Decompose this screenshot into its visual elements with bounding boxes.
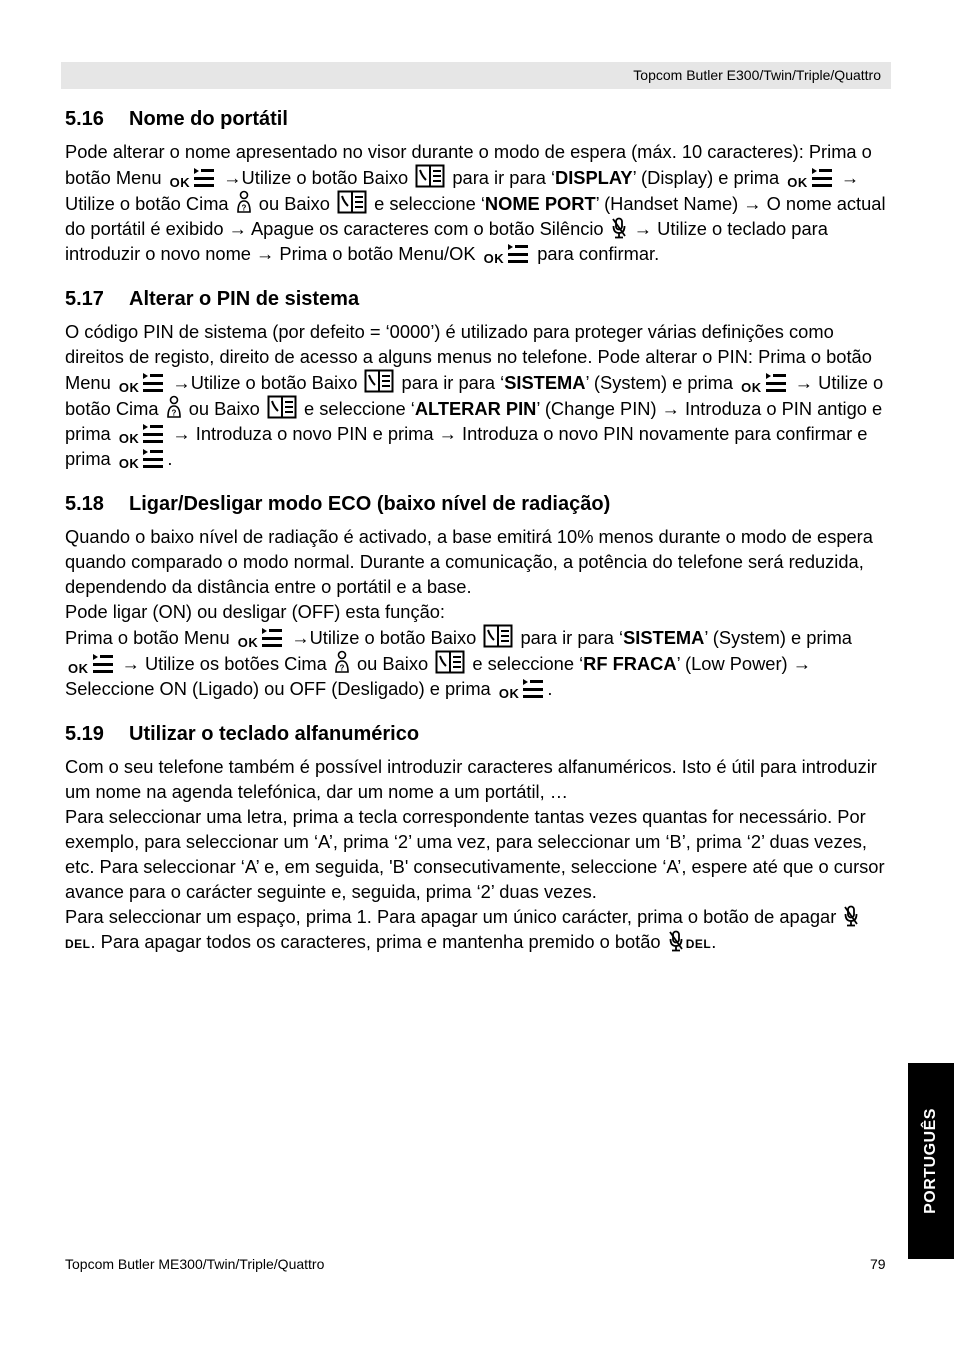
- phonebook-icon: [364, 369, 394, 393]
- phonebook-icon: [435, 650, 465, 674]
- body-text: ou Baixo: [357, 653, 429, 674]
- section-title: Utilizar o teclado alfanumérico: [129, 723, 420, 745]
- mute-del-icon: DEL: [65, 906, 861, 952]
- body-text: e seleccione ‘: [472, 653, 584, 674]
- phonebook-icon: [483, 624, 513, 648]
- ok-menu-icon: OK: [741, 372, 787, 394]
- menu-keyword: NOME PORT: [484, 193, 596, 214]
- section-number: 5.19: [65, 723, 104, 745]
- body-text: → Utilize os botões Cima: [121, 653, 327, 674]
- body-text: e seleccione ‘: [374, 193, 485, 214]
- ok-menu-icon: OK: [484, 243, 530, 265]
- phonebook-icon: [337, 190, 367, 214]
- up-contact-icon: [236, 190, 252, 214]
- section-5-16: [65, 105, 891, 266]
- menu-keyword: ALTERAR PIN: [414, 398, 537, 419]
- phonebook-icon: [267, 395, 297, 419]
- section-body: [65, 319, 891, 471]
- body-text: ’ (Handset Name) → O nome actual do portátil é exibido → Apague os caracteres com o botão Silêncio: [65, 193, 886, 239]
- body-text: ’ (Display) e prima: [632, 167, 780, 188]
- menu-keyword: SISTEMA: [623, 627, 705, 648]
- phonebook-icon: [415, 164, 445, 188]
- section-body: Quando o baixo nível de radiação é activado, a base emitirá 10% menos durante o modo de espera quando comparado o modo normal. Durante a comunicação, a potência do telefone será reduzida, dependendo da distância entre o portátil e a base.: [65, 526, 873, 597]
- body-text: O código PIN de sistema (por defeito = ‘0000’) é utilizado para proteger várias definições como direitos de registo, direito de acesso a alguns menus no telefone. Pode alterar o PIN: Prima o botão Menu: [65, 321, 872, 393]
- section-title: Alterar o PIN de sistema: [129, 288, 360, 310]
- section-body: [65, 624, 891, 701]
- body-text: →Utilize o botão Baixo: [291, 627, 477, 648]
- section-5-19: [65, 720, 891, 957]
- body-text: ’ (Change PIN) → Introduza o PIN antigo e prima: [65, 398, 883, 444]
- header-bar: [61, 62, 891, 89]
- section-title: Ligar/Desligar modo ECO (baixo nível de radiação): [129, 493, 611, 515]
- header-title: Topcom Butler E300/Twin/Triple/Quattro: [633, 67, 881, 83]
- up-contact-icon: [166, 395, 182, 419]
- body-text: .: [711, 931, 717, 952]
- body-text: . Para apagar todos os caracteres, prima e mantenha premido o botão: [90, 931, 661, 952]
- ok-menu-icon: OK: [119, 423, 165, 445]
- section-heading: [65, 490, 891, 518]
- body-text: para ir para ‘: [520, 627, 624, 648]
- section-number: 5.16: [65, 108, 104, 130]
- menu-keyword: RF FRACA: [583, 653, 677, 674]
- body-text: .: [547, 678, 553, 699]
- mute-del-icon: DEL: [666, 931, 712, 952]
- body-text: .: [167, 448, 173, 469]
- body-text: → Introduza o novo PIN e prima → Introduza o novo PIN novamente para confirmar e prima: [65, 423, 868, 469]
- body-text: →Utilize o botão Baixo: [223, 167, 409, 188]
- section-heading: [65, 720, 891, 748]
- section-body: [65, 904, 891, 957]
- ok-menu-icon: OK: [499, 678, 545, 700]
- section-body: Com o seu telefone também é possível introduzir caracteres alfanuméricos. Isto é útil para introduzir um nome na agenda telefónica, dar um nome a um portátil, …: [65, 756, 877, 802]
- mute-icon: [611, 217, 627, 239]
- section-body: Para seleccionar uma letra, prima a tecla correspondente tantas vezes quantas for necessário. Por exemplo, para seleccionar um ‘A’, prima ‘2’ uma vez, para seleccionar um ‘B’, prima ‘2’ duas vezes, etc. Para seleccionar ‘A’ e, em seguida, 'B' consecutivamente, seleccione ‘A’, espere até que o cursor avance para o carácter seguinte e, seguida, prima ‘2’ duas vezes.: [65, 806, 885, 902]
- body-text: ’ (Low Power) → Seleccione ON (Ligado) ou OFF (Desligado) e prima: [65, 653, 812, 699]
- body-text: ou Baixo: [258, 193, 330, 214]
- language-label: PORTUGUÊS: [922, 1108, 939, 1214]
- section-number: 5.17: [65, 288, 104, 310]
- ok-menu-icon: OK: [238, 627, 284, 649]
- ok-menu-icon: OK: [119, 372, 165, 394]
- body-text: Prima o botão Menu: [65, 627, 230, 648]
- body-text: → Utilize o teclado para introduzir o novo nome → Prima o botão Menu/OK: [65, 218, 828, 264]
- section-number: 5.18: [65, 493, 104, 515]
- body-text: ’ (System) e prima: [585, 372, 734, 393]
- section-body: [65, 139, 891, 266]
- section-heading: [65, 285, 891, 313]
- section-5-18: [65, 490, 891, 701]
- body-text: →Utilize o botão Baixo: [172, 372, 358, 393]
- body-text: ’ (System) e prima: [704, 627, 852, 648]
- page-number: 79: [870, 1256, 886, 1272]
- body-text: para ir para ‘: [401, 372, 505, 393]
- body-text: ou Baixo: [188, 398, 260, 419]
- section-body: Pode ligar (ON) ou desligar (OFF) esta função:: [65, 601, 445, 622]
- body-text: para ir para ‘: [452, 167, 556, 188]
- body-text: Pode alterar o nome apresentado no visor durante o modo de espera (máx. 10 caracteres): Prima o botão Menu: [65, 141, 872, 188]
- ok-menu-icon: OK: [787, 167, 833, 189]
- body-text: → Utilize o botão Cima: [65, 167, 860, 214]
- section-heading: [65, 105, 891, 133]
- body-text: → Utilize o botão Cima: [65, 372, 884, 419]
- ok-menu-icon: OK: [119, 448, 165, 470]
- menu-keyword: SISTEMA: [504, 372, 586, 393]
- up-contact-icon: [334, 650, 350, 674]
- ok-menu-icon: OK: [170, 167, 216, 189]
- body-text: Para seleccionar um espaço, prima 1. Para apagar um único carácter, prima o botão de apagar: [65, 906, 837, 927]
- menu-keyword: DISPLAY: [555, 167, 633, 188]
- language-tab: [908, 1063, 954, 1259]
- section-5-17: [65, 285, 891, 471]
- footer-title: Topcom Butler ME300/Twin/Triple/Quattro: [65, 1256, 325, 1272]
- section-title: Nome do portátil: [129, 108, 288, 130]
- ok-menu-icon: OK: [68, 653, 114, 675]
- body-text: para confirmar.: [537, 243, 660, 264]
- body-text: e seleccione ‘: [304, 398, 415, 419]
- page-content: [65, 105, 891, 976]
